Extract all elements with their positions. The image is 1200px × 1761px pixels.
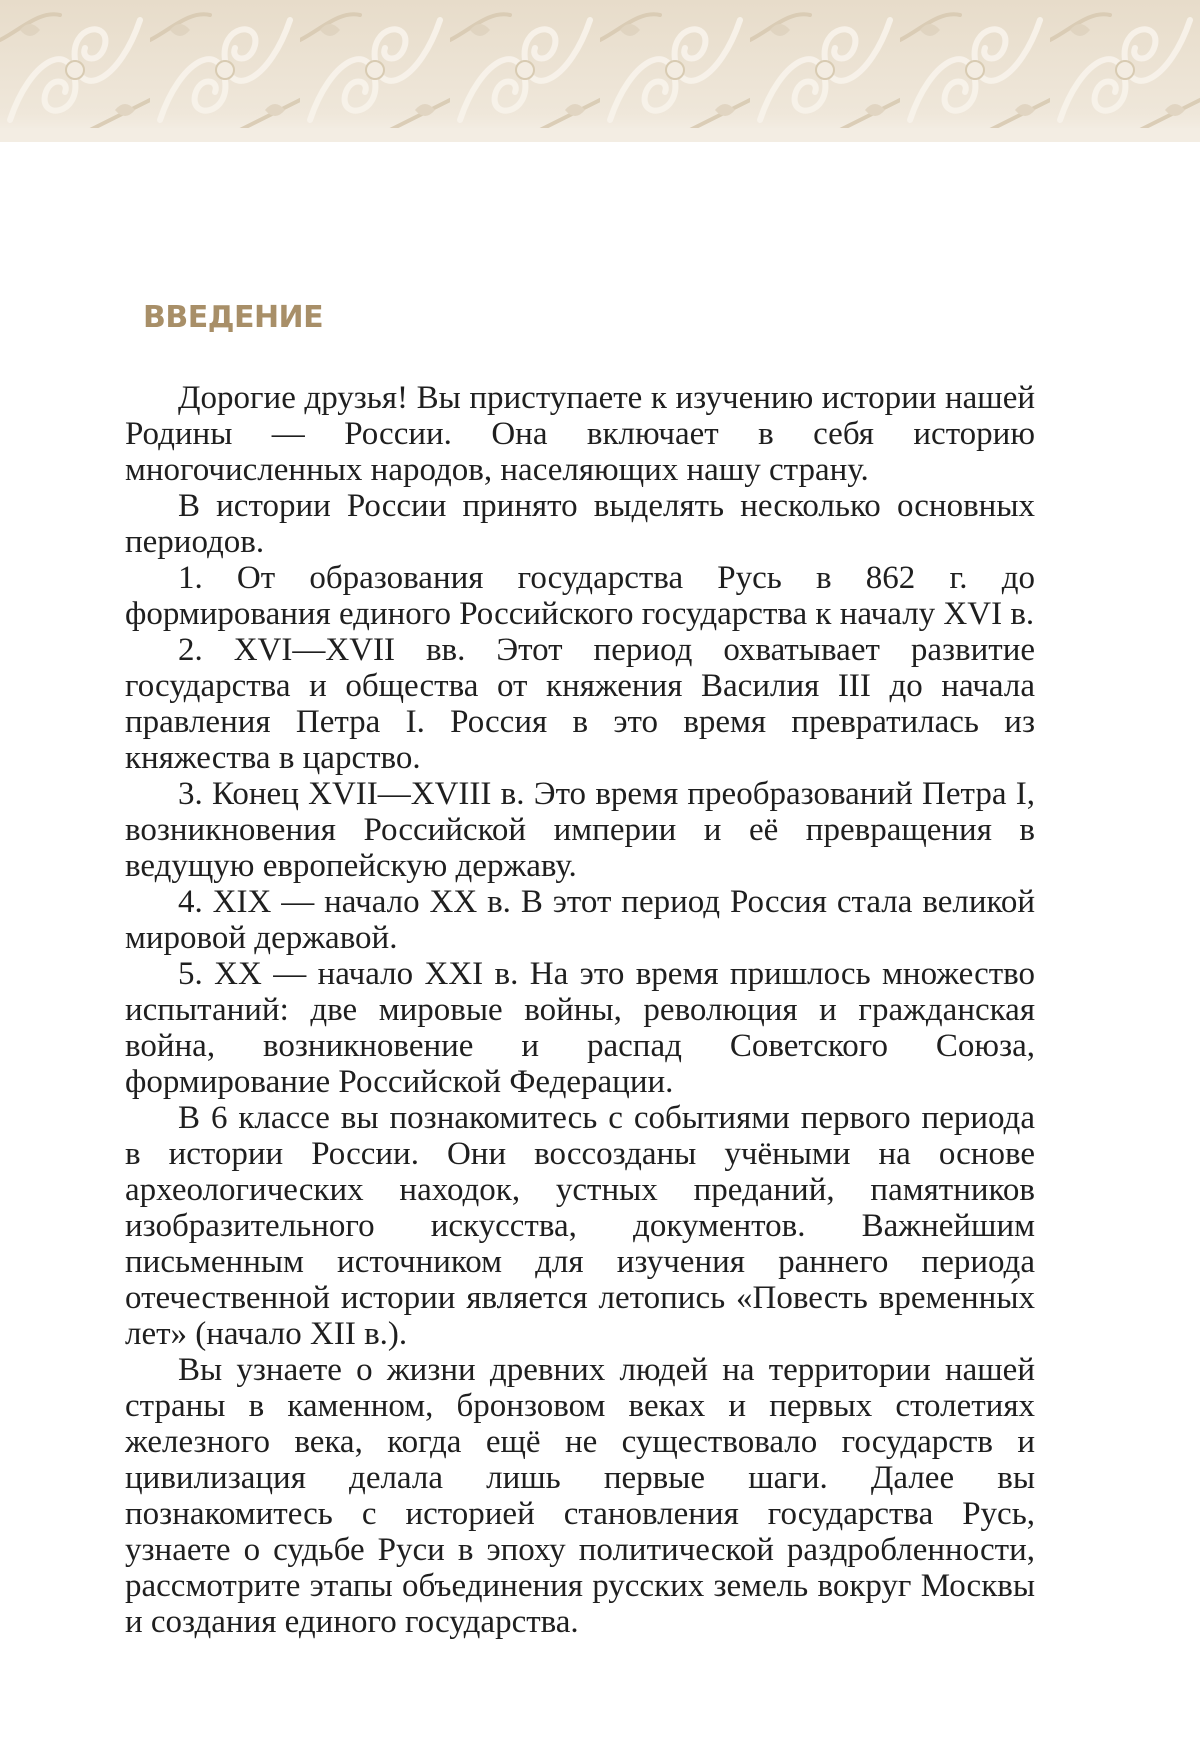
paragraph-intro: Дорогие друзья! Вы приступаете к изучению истории нашей Родины — России. Она включает в себя историю многочисленных народов, населяющих нашу страну. — [125, 380, 1035, 488]
paragraph-periods-intro: В истории России принято выделять несколько основных периодов. — [125, 488, 1035, 560]
paragraph-grade-6: В 6 классе вы познакомитесь с событиями первого периода в истории России. Они воссозданы учёными на основе археологических находок, устных преданий, памятников изобразительного искусства, документов. Важнейшим письменным источником для изучения раннего периода отечественной истории является летопись «Повесть временны́х лет» (начало XII в.). — [125, 1100, 1035, 1352]
body-text — [125, 380, 1035, 1640]
section-heading: ВВЕДЕНИЕ — [143, 300, 324, 335]
ornament-pattern-icon — [0, 0, 1200, 142]
paragraph-period-3: 3. Конец XVII—XVIII в. Это время преобразований Петра I, возникновения Российской империи и её превращения в ведущую европейскую державу. — [125, 776, 1035, 884]
ornamental-header-band — [0, 0, 1200, 142]
paragraph-period-1: 1. От образования государства Русь в 862 г. до формирования единого Российского государства к началу XVI в. — [125, 560, 1035, 632]
paragraph-period-2: 2. XVI—XVII вв. Этот период охватывает развитие государства и общества от княжения Василия III до начала правления Петра I. Россия в это время превратилась из княжества в царство. — [125, 632, 1035, 776]
paragraph-period-4: 4. XIX — начало XX в. В этот период Россия стала великой мировой державой. — [125, 884, 1035, 956]
page-content — [125, 300, 1035, 1640]
paragraph-period-5: 5. XX — начало XXI в. На это время пришлось множество испытаний: две мировые войны, революция и гражданская война, возникновение и распад Советского Союза, формирование Российской Федерации. — [125, 956, 1035, 1100]
paragraph-course-overview: Вы узнаете о жизни древних людей на территории нашей страны в каменном, бронзовом веках и первых столетиях железного века, когда ещё не существовало государств и цивилизация делала лишь первые шаги. Далее вы познакомитесь с историей становления государства Русь, узнаете о судьбе Руси в эпоху политической раздробленности, рассмотрите этапы объединения русских земель вокруг Москвы и создания единого государства. — [125, 1352, 1035, 1640]
